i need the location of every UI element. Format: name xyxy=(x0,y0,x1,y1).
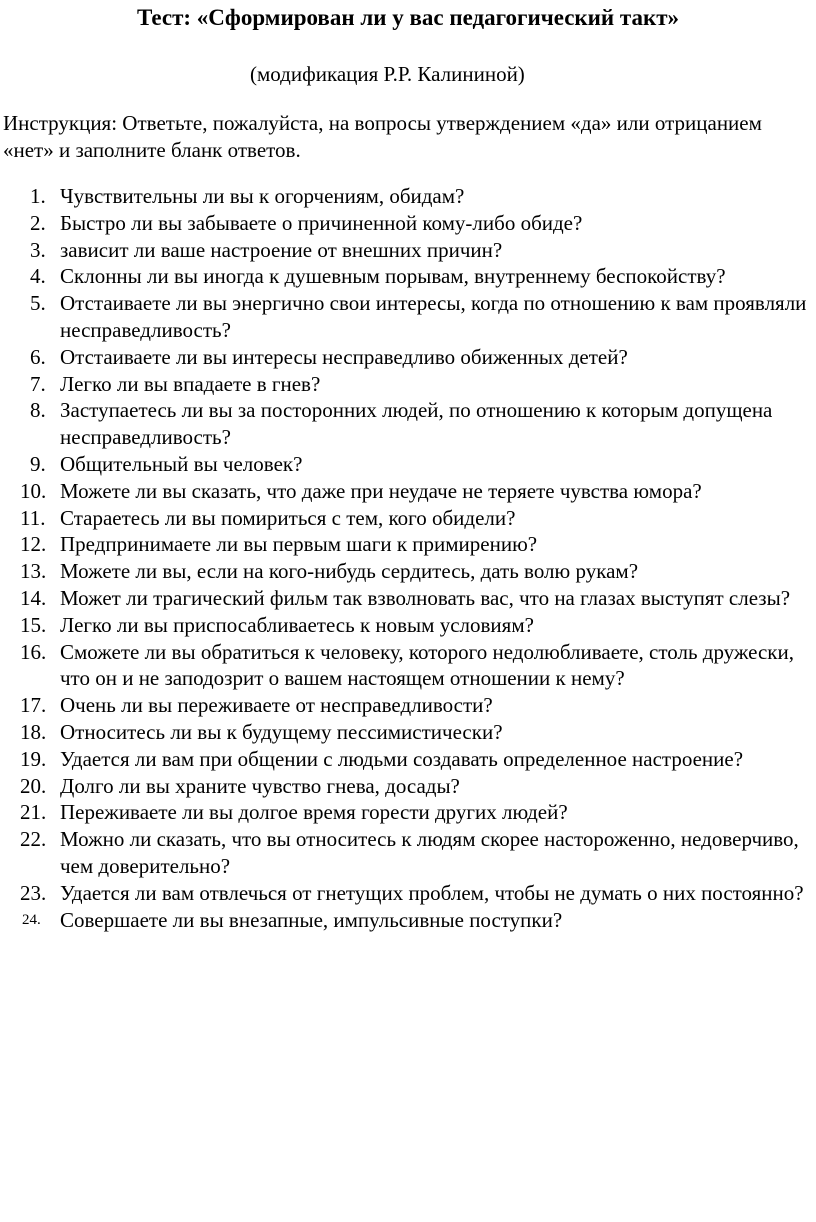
question-number: 9. xyxy=(30,451,46,476)
question-text: Легко ли вы впадаете в гнев? xyxy=(60,371,321,396)
question-item xyxy=(0,263,810,290)
document-subtitle: (модификация Р.Р. Калининой) xyxy=(250,62,525,86)
question-number: 4. xyxy=(30,264,46,289)
question-number: 20. xyxy=(20,773,47,798)
question-number: 10. xyxy=(20,478,47,503)
instruction-text: Инструкция: Ответьте, пожалуйста, на вопросы утверждением «да» или отрицанием «нет» и заполните бланк ответов. xyxy=(3,111,762,162)
question-item xyxy=(0,478,810,505)
question-item xyxy=(0,585,810,612)
question-item xyxy=(0,558,810,585)
question-item xyxy=(0,290,810,344)
question-number: 15. xyxy=(20,612,47,637)
question-item xyxy=(0,773,810,800)
question-text: Общительный вы человек? xyxy=(60,451,303,476)
question-text: Склонны ли вы иногда к душевным порывам, внутреннему беспокойству? xyxy=(60,264,726,289)
question-item xyxy=(0,880,810,907)
question-item xyxy=(0,639,810,693)
question-number: 22. xyxy=(20,827,47,852)
question-text: Удается ли вам при общении с людьми создавать определенное настроение? xyxy=(60,746,744,771)
question-number: 18. xyxy=(20,719,47,744)
question-item xyxy=(0,612,810,639)
question-text: Может ли трагический фильм так взволновать вас, что на глазах выступят слезы? xyxy=(60,585,791,610)
question-item xyxy=(0,237,810,264)
question-text: Предпринимаете ли вы первым шаги к примирению? xyxy=(60,532,538,557)
question-text: Долго ли вы храните чувство гнева, досады? xyxy=(60,773,460,798)
question-text: Быстро ли вы забываете о причиненной кому-либо обиде? xyxy=(60,210,583,235)
question-text: Удается ли вам отвлечься от гнетущих проблем, чтобы не думать о них постоянно? xyxy=(60,880,804,905)
question-list xyxy=(0,183,816,933)
question-number: 11. xyxy=(20,505,46,530)
question-item xyxy=(0,907,810,934)
question-number: 6. xyxy=(30,344,46,369)
question-text: Относитесь ли вы к будущему пессимистически? xyxy=(60,719,503,744)
question-text: Можете ли вы, если на кого-нибудь сердитесь, дать волю рукам? xyxy=(60,559,639,584)
question-item xyxy=(0,531,810,558)
question-text: Переживаете ли вы долгое время горести других людей? xyxy=(60,800,568,825)
question-text: Легко ли вы приспосабливаетесь к новым условиям? xyxy=(60,612,534,637)
question-number: 12. xyxy=(20,532,47,557)
question-number: 3. xyxy=(30,237,46,262)
question-number: 17. xyxy=(20,693,47,718)
question-item xyxy=(0,692,810,719)
question-number: 24. xyxy=(22,911,41,928)
question-text: Очень ли вы переживаете от несправедливости? xyxy=(60,693,493,718)
question-number: 2. xyxy=(30,210,46,235)
question-number: 1. xyxy=(30,184,46,208)
question-text: Сможете ли вы обратиться к человеку, которого недолюбливаете, столь дружески, что он и не заподозрит о вашем настоящем отношении к нему? xyxy=(60,639,794,691)
question-number: 19. xyxy=(20,746,47,771)
question-item xyxy=(0,371,810,398)
question-text: Чувствительны ли вы к огорчениям, обидам? xyxy=(60,184,465,208)
question-text: Стараетесь ли вы помириться с тем, кого обидели? xyxy=(60,505,516,530)
question-text: Отстаиваете ли вы энергично свои интересы, когда по отношению к вам проявляли несправедливость? xyxy=(60,291,807,342)
question-text: Заступаетесь ли вы за посторонних людей, по отношению к которым допущена несправедливость? xyxy=(60,398,773,450)
question-number: 21. xyxy=(20,800,47,825)
question-item xyxy=(0,746,810,773)
question-text: Можете ли вы сказать, что даже при неудаче не теряете чувства юмора? xyxy=(60,478,702,503)
question-number: 8. xyxy=(30,398,46,423)
question-number: 23. xyxy=(20,880,47,905)
question-text: Совершаете ли вы внезапные, импульсивные поступки? xyxy=(60,907,563,932)
question-item xyxy=(0,799,810,826)
question-text: Отстаиваете ли вы интересы несправедливо обиженных детей? xyxy=(60,344,628,369)
question-item xyxy=(0,210,810,237)
question-number: 7. xyxy=(30,371,46,396)
question-item xyxy=(0,183,810,210)
question-item xyxy=(0,451,810,478)
document-title: Тест: «Сформирован ли у вас педагогический такт» xyxy=(136,5,680,30)
question-number: 14. xyxy=(20,585,47,610)
question-item xyxy=(0,344,810,371)
question-item xyxy=(0,505,810,532)
question-text: зависит ли ваше настроение от внешних причин? xyxy=(60,237,503,262)
question-item xyxy=(0,397,810,451)
question-number: 16. xyxy=(20,639,47,664)
question-item xyxy=(0,719,810,746)
question-number: 5. xyxy=(30,291,46,316)
question-text: Можно ли сказать, что вы относитесь к людям скорее настороженно, недоверчиво, чем доверительно? xyxy=(60,827,799,878)
question-number: 13. xyxy=(20,559,47,584)
question-item xyxy=(0,826,810,880)
